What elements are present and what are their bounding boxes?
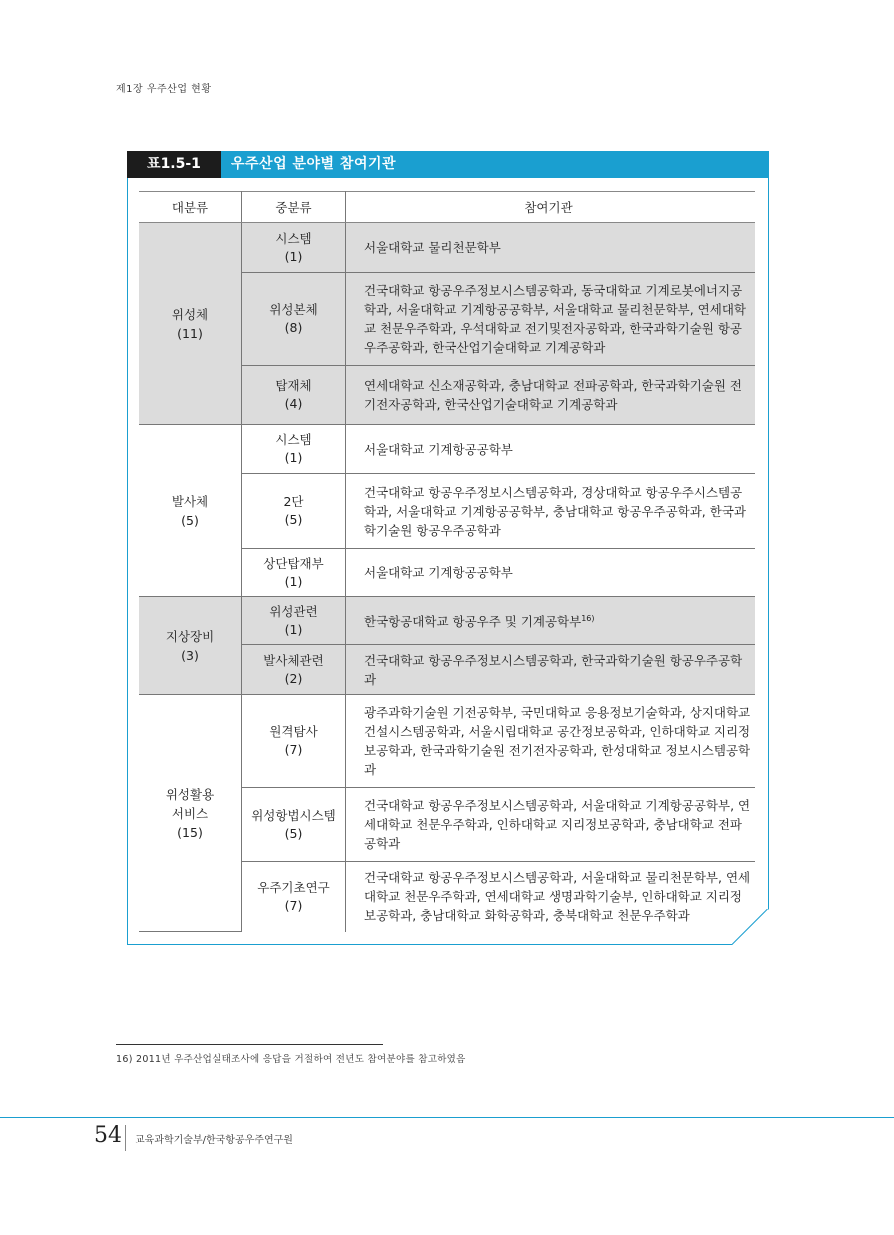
subcategory-name: 위성본체 [269, 302, 318, 317]
column-header-category: 대분류 [139, 192, 242, 223]
category-name: 발사체 [171, 493, 209, 509]
category-cell-satellite [139, 223, 242, 425]
footer-rule [0, 1117, 894, 1118]
subcategory-count: (5) [284, 825, 303, 841]
subcategory-name: 2단 [283, 494, 304, 509]
subcategory-cell [242, 223, 346, 273]
category-count: (3) [181, 647, 199, 663]
subcategory-cell [242, 862, 346, 932]
table-title: 우주산업 분야별 참여기관 [231, 156, 397, 172]
table-row [139, 425, 755, 474]
institutions-cell: 서울대학교 물리천문학부 [346, 223, 756, 273]
participants-table [139, 191, 755, 932]
subcategory-name: 발사체관련 [263, 652, 324, 668]
subcategory-count: (1) [284, 573, 303, 589]
table-label: 표1.5-1 [127, 151, 221, 178]
category-name: 위성활용 [165, 786, 215, 802]
footer-separator [125, 1125, 126, 1151]
category-count: (15) [177, 824, 203, 840]
institutions-cell: 건국대학교 항공우주정보시스템공학과, 동국대학교 기계로봇에너지공학과, 서울대학교 기계항공공학부, 서울대학교 물리천문학부, 연세대학교 천문우주학과, 우석대학교 전기및전자공학과, 한국과학기술원 항공우주공학과, 한국산업기술대학교 기계공학과 [346, 273, 756, 366]
subcategory-cell [242, 549, 346, 597]
institutions-cell: 서울대학교 기계항공공학부 [346, 425, 756, 474]
subcategory-cell [242, 645, 346, 695]
subcategory-cell [242, 273, 346, 366]
institutions-cell: 광주과학기술원 기전공학부, 국민대학교 응용정보기술학과, 상지대학교 건설시스템공학과, 서울시립대학교 공간정보공학과, 인하대학교 지리정보공학과, 한국과학기술원 전기전자공학과, 한성대학교 정보시스템공학과 [346, 695, 756, 788]
subcategory-count: (7) [284, 897, 303, 913]
category-count: (5) [181, 512, 199, 528]
subcategory-count: (1) [284, 248, 303, 264]
subcategory-cell [242, 474, 346, 549]
category-count: (11) [177, 325, 203, 341]
institutions-cell [346, 597, 756, 645]
subcategory-name: 상단탑재부 [263, 555, 324, 571]
table-header-row [139, 192, 755, 223]
subcategory-count: (7) [284, 742, 303, 757]
institutions-cell: 건국대학교 항공우주정보시스템공학과, 서울대학교 물리천문학부, 연세대학교 천문우주학과, 연세대학교 생명과학기술부, 인하대학교 지리정보공학과, 충남대학교 화학공학과, 충북대학교 천문우주학과 [364, 870, 751, 924]
subcategory-cell [242, 425, 346, 474]
institutions-cell: 건국대학교 항공우주정보시스템공학과, 서울대학교 기계항공공학부, 연세대학교 천문우주학과, 인하대학교 지리정보공학과, 충남대학교 전파공학과 [346, 788, 756, 862]
footnote: 16) 2011년 우주산업실태조사에 응답을 거절하여 전년도 참여분야를 참고하였음 [116, 1054, 466, 1065]
subcategory-name: 시스템 [275, 230, 312, 246]
category-name: 위성체 [171, 306, 209, 322]
category-cell-satellite-services [139, 695, 242, 932]
subcategory-cell [242, 366, 346, 425]
subcategory-name: 위성항법시스템 [251, 807, 336, 823]
subcategory-count: (1) [284, 621, 303, 637]
category-cell-ground-equipment [139, 597, 242, 695]
column-header-subcategory: 중분류 [242, 192, 346, 223]
subcategory-name: 탑재체 [275, 378, 312, 393]
subcategory-cell [242, 695, 346, 788]
category-name: 지상장비 [165, 628, 215, 644]
table-row [139, 223, 755, 273]
subcategory-count: (5) [284, 512, 303, 527]
institutions-text: 한국항공대학교 항공우주 및 기계공학부 [364, 614, 582, 630]
subcategory-count: (2) [284, 670, 303, 686]
institutions-cell: 건국대학교 항공우주정보시스템공학과, 경상대학교 항공우주시스템공학과, 서울대학교 기계항공공학부, 충남대학교 항공우주공학과, 한국과학기술원 항공우주공학과 [346, 474, 756, 549]
institutions-cell: 연세대학교 신소재공학과, 충남대학교 전파공학과, 한국과학기술원 전기전자공학과, 한국산업기술대학교 기계공학과 [346, 366, 756, 425]
category-cell-launch-vehicle [139, 425, 242, 597]
subcategory-count: (1) [284, 450, 303, 465]
institutions-cell: 건국대학교 항공우주정보시스템공학과, 한국과학기술원 항공우주공학과 [346, 645, 756, 695]
subcategory-cell [242, 597, 346, 645]
footnote-divider [116, 1044, 383, 1045]
footnote-ref: 16) [581, 614, 595, 624]
subcategory-count: (4) [284, 396, 303, 411]
publisher: 교육과학기술부/한국항공우주연구원 [135, 1135, 293, 1146]
category-name-line2: 서비스 [171, 805, 209, 821]
institutions-cell: 서울대학교 기계항공공학부 [346, 549, 756, 597]
subcategory-name: 원격탐사 [269, 724, 318, 739]
page-number: 54 [94, 1123, 122, 1148]
chapter-header: 제1장 우주산업 현황 [116, 84, 212, 95]
subcategory-name: 우주기초연구 [257, 879, 330, 895]
subcategory-cell [242, 788, 346, 862]
table-title-bar [127, 151, 768, 178]
subcategory-count: (8) [284, 320, 303, 335]
table-row [139, 695, 755, 788]
column-header-institutions: 참여기관 [346, 192, 756, 223]
subcategory-name: 위성관련 [269, 603, 318, 619]
subcategory-name: 시스템 [275, 432, 312, 447]
table-row [139, 597, 755, 645]
